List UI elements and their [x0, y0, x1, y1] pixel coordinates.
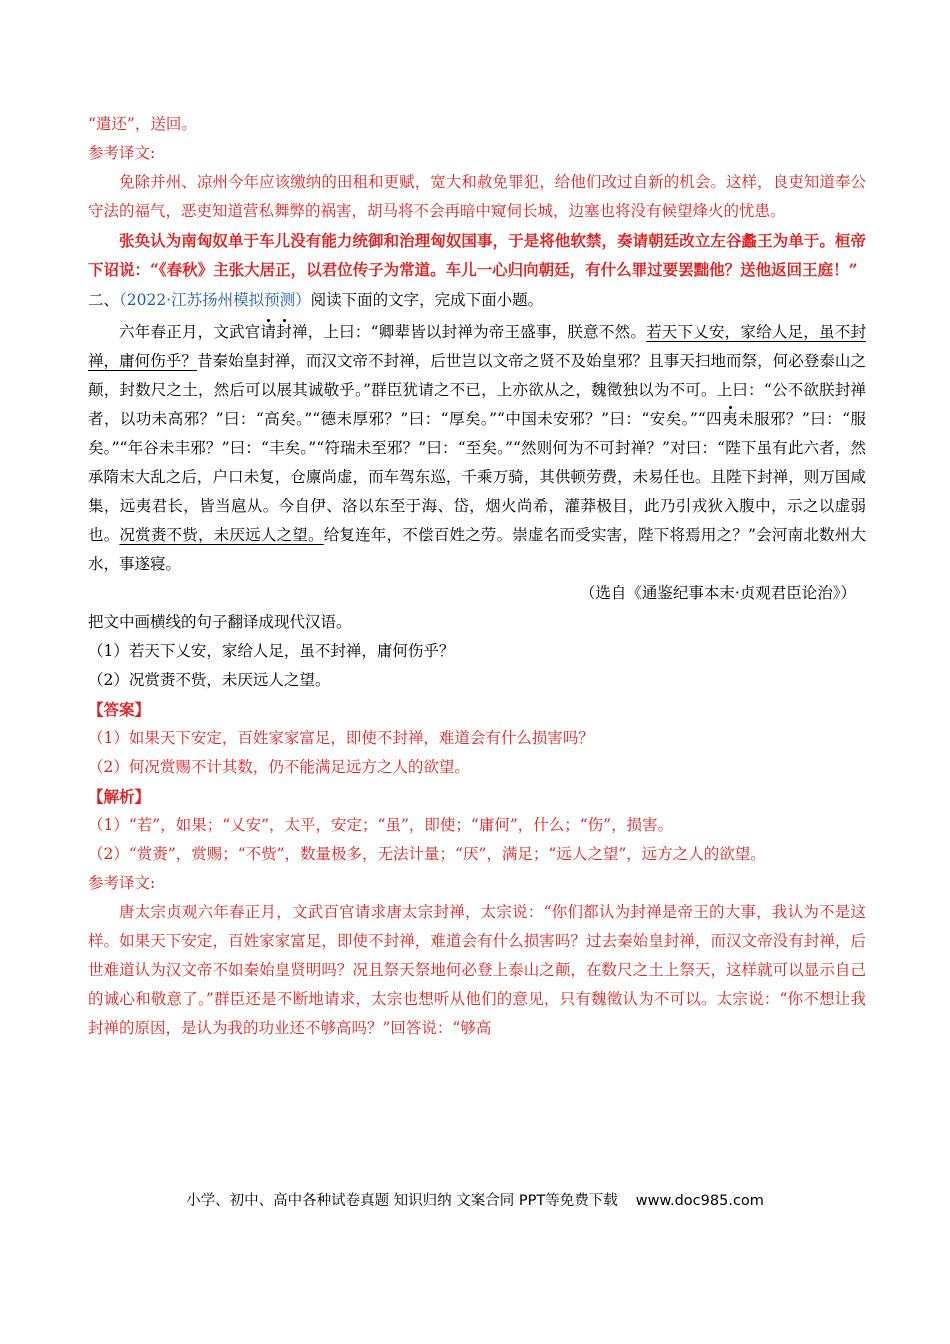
passage-text: 给复连年，不偿百姓之劳。崇虚名而受实害，陛下将焉用之？”会河南北数州大水，事遂寝。	[88, 526, 866, 573]
page-content	[88, 110, 866, 1043]
analysis-label: 【解析】	[88, 787, 151, 806]
footer-text: 小学、初中、高中各种试卷真题 知识归纳 文案合同 PPT等免费下载	[186, 1193, 618, 1209]
translation-paragraph-1: 免除并州、凉州今年应该缴纳的田租和更赋，宽大和赦免罪犯，给他们改过自新的机会。这样，良吏知道奉公守法的福气，恶吏知道营私舞弊的祸害，胡马将不会再暗中窥伺长城，边塞也将没有候望烽火的忧患。	[88, 173, 866, 220]
footer-url[interactable]: www.doc985.com	[635, 1193, 764, 1209]
dotted-char: 封	[276, 323, 292, 341]
question-heading	[88, 286, 866, 315]
translation-label: 参考译文:	[88, 144, 156, 162]
note-line: “遣还”，送回。	[88, 115, 197, 133]
analysis-2: （2）“赏赉”，赏赐；“不赀”，数量极多，无法计量；“厌”，满足；“远人之望”，远方之人的欲望。	[88, 845, 766, 863]
underlined-sentence-1: 若天下乂安，家给人足，虽不封禅，庸何伤乎？	[88, 323, 866, 370]
passage-source: （选自《通鉴纪事本末·贞观君臣论治》）	[579, 584, 856, 602]
question-instruction: 阅读下面的文字，完成下面小题。	[310, 291, 544, 309]
page-footer	[0, 1189, 950, 1210]
task-item-2: （2）况赏赉不赀，未厌远人之望。	[88, 671, 331, 689]
answer-1: （1）如果天下安定，百姓家家富足，即使不封禅，难道会有什么损害吗？	[88, 729, 594, 747]
dotted-char: 请	[260, 323, 277, 341]
task-item-1: （1）若天下乂安，家给人足，虽不封禅，庸何伤乎？	[88, 642, 455, 660]
translation-label-2: 参考译文:	[88, 874, 156, 892]
task-instruction: 把文中画横线的句子翻译成现代汉语。	[88, 613, 352, 631]
translation-paragraph-2: 张奂认为南匈奴单于车儿没有能力统御和治理匈奴国事，于是将他软禁，奏请朝廷改立左谷蠡王为单于。桓帝下诏说：“《春秋》主张大居正，以君位传子为常道。车儿一心归向朝廷，有什么罪过要罢黜他？送他返回王庭！”	[88, 231, 866, 279]
answer-2: （2）何况赏赐不计其数，仍不能满足远方之人的欲望。	[88, 758, 470, 776]
translation-paragraph-3: 唐太宗贞观六年春正月，文武百官请求唐太宗封禅，太宗说：“你们都认为封禅是帝王的大事，我认为不是这样。如果天下安定，百姓家家富足，即使不封禅，难道会有什么损害吗？过去秦始皇封禅，而汉文帝没有封禅，后世难道认为汉文帝不如秦始皇贤明吗？况且祭天祭地何必登上泰山之颠，在数尺之土上祭天，这样就可以显示自己的诚心和敬意了。”群臣还是不断地请求，太宗也想听从他们的意见，只有魏徵认为不可以。太宗说：“你不想让我封禅的原因，是认为我的功业还不够高吗？”回答说：“够高	[88, 903, 866, 1037]
answer-label: 【答案】	[88, 700, 151, 719]
passage-text: 六年春正月，文武官	[119, 323, 261, 341]
question-number: 二、	[88, 291, 120, 309]
passage-text: 未服邪？”曰：“服矣。”“年谷未丰邪？”曰：“丰矣。”“符瑞未至邪？”曰：“至矣。”“然则何为不可封禅？”对曰：“陛下虽有此六者，然承隋末大乱之后，户口未复，仓廪尚虚，而车驾东巡，千乘万骑，其供顿劳费，未易任也。且陛下封禅，则万国咸集，远夷君长，皆当扈从。今自伊、洛以东至于海、岱，烟火尚希，灌莽极目，此乃引戎狄入腹中，示之以虚弱也。	[88, 410, 866, 544]
passage	[88, 318, 866, 579]
underlined-sentence-2: 况赏赉不赀，未厌远人之望。	[119, 526, 324, 544]
question-source-tag: （2022·江苏扬州模拟预测）	[119, 291, 311, 309]
passage-text: 昔秦始皇封禅，而汉文帝不封禅，后世岂以文帝之贤不及始皇邪？且事天扫地而祭，何必登泰山之颠，封数尺之土，然后可以展其诚敬乎。”群臣犹请之不已，上亦欲从之，魏徵独以为不可。上曰：“公不欲朕封禅者，以功未高邪？”曰：“高矣。”“德未厚邪？”曰：“厚矣。”“中国未安邪？”曰：“安矣。”“四	[88, 352, 866, 428]
passage-text: 禅，上曰：“卿辈皆以封禅为帝王盛事，朕意不然。	[291, 323, 647, 341]
dotted-char: 夷	[722, 410, 739, 428]
analysis-1: （1）“若”，如果；“乂安”，太平，安定；“虽”，即使；“庸何”，什么；“伤”，损害。	[88, 816, 674, 834]
